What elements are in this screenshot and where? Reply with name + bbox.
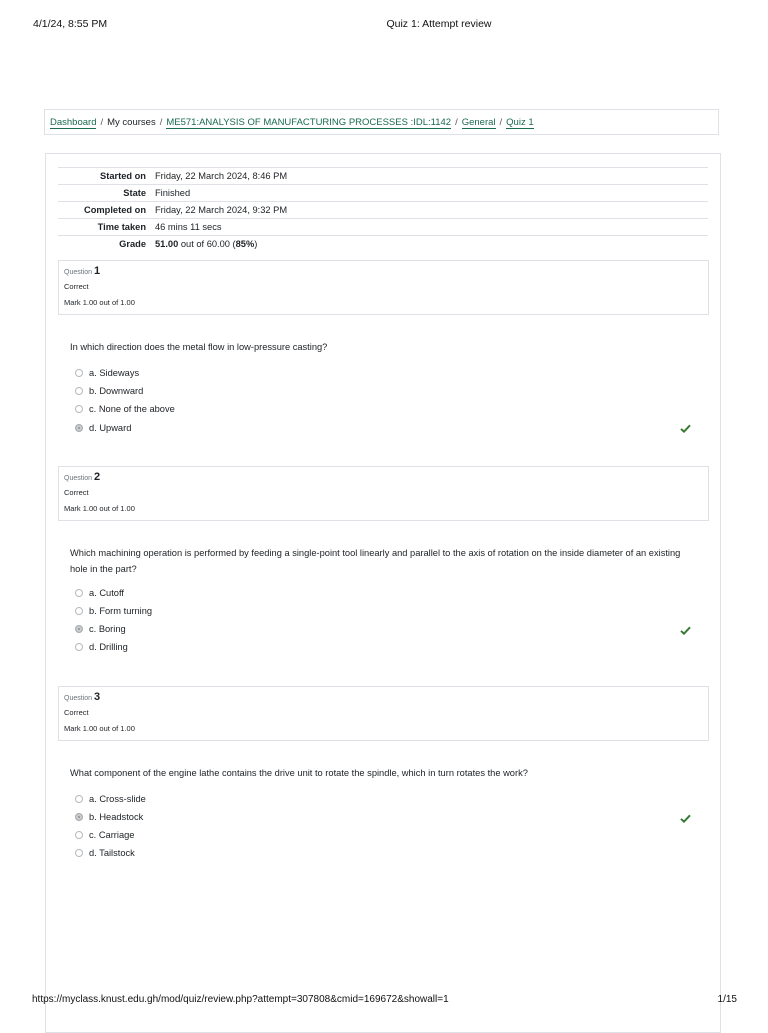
question-label: Question — [64, 475, 93, 482]
answer-option-label: c. Boring — [89, 624, 126, 634]
print-page-number: 1/15 — [717, 994, 737, 1005]
summary-row-grade — [58, 236, 708, 252]
answer-option[interactable] — [75, 386, 143, 400]
breadcrumb-separator: / — [455, 117, 458, 128]
radio-button[interactable] — [75, 369, 83, 377]
check-icon — [680, 626, 691, 635]
radio-button[interactable] — [75, 795, 83, 803]
answer-option-selected[interactable] — [75, 624, 126, 638]
question-label: Question — [64, 695, 93, 702]
answer-option-label: d. Drilling — [89, 642, 128, 652]
answer-option-selected[interactable] — [75, 812, 143, 826]
breadcrumb-general[interactable]: General — [461, 117, 496, 128]
grade-score: 51.00 — [155, 239, 179, 249]
question-info-1 — [58, 260, 709, 315]
answer-option-label: c. None of the above — [89, 404, 175, 414]
summary-row-started — [58, 168, 708, 185]
state-label: State — [123, 188, 146, 198]
grade-close: ) — [254, 239, 258, 249]
breadcrumb-my-courses: My courses — [107, 117, 156, 128]
completed-label: Completed on — [84, 205, 146, 215]
answer-option[interactable] — [75, 848, 135, 862]
print-header — [0, 18, 768, 32]
radio-button-selected[interactable] — [75, 625, 83, 633]
grade-value — [155, 239, 257, 249]
question-number-value: 2 — [93, 471, 101, 483]
question-mark: Mark 1.00 out of 1.00 — [64, 298, 135, 307]
started-value: Friday, 22 March 2024, 8:46 PM — [155, 171, 288, 181]
time-taken-label: Time taken — [97, 222, 146, 232]
print-doc-title: Quiz 1: Attempt review — [386, 18, 492, 30]
question-text-2: Which machining operation is performed by feeding a single-point tool linearly and parallel to the axis of rotation on the inside diameter of an existing hole in the part? — [70, 548, 681, 574]
breadcrumb — [44, 109, 719, 135]
question-text-3: What component of the engine lathe contains the drive unit to rotate the spindle, which in turn rotates the work? — [70, 768, 528, 778]
question-label: Question — [64, 269, 93, 276]
summary-row-completed — [58, 202, 708, 219]
answer-option-label: b. Form turning — [89, 606, 153, 616]
question-text-1: In which direction does the metal flow in low-pressure casting? — [70, 342, 328, 352]
question-state: Correct — [64, 488, 89, 497]
grade-outof: out of 60.00 ( — [178, 239, 236, 249]
breadcrumb-dashboard[interactable]: Dashboard — [50, 117, 97, 128]
radio-button[interactable] — [75, 387, 83, 395]
answer-option-label: a. Sideways — [89, 368, 140, 378]
breadcrumb-separator: / — [100, 117, 104, 128]
question-state: Correct — [64, 708, 89, 717]
attempt-summary-table — [58, 167, 708, 252]
answer-option-label: d. Upward — [89, 423, 132, 433]
breadcrumb-separator: / — [499, 117, 503, 128]
radio-button[interactable] — [75, 643, 83, 651]
check-icon — [680, 424, 691, 433]
time-taken-value: 46 mins 11 secs — [155, 222, 222, 232]
breadcrumb-separator: / — [159, 117, 163, 128]
radio-button-selected[interactable] — [75, 813, 83, 821]
radio-button[interactable] — [75, 589, 83, 597]
question-number — [64, 691, 100, 703]
question-mark: Mark 1.00 out of 1.00 — [64, 504, 135, 513]
answer-option[interactable] — [75, 642, 128, 656]
answer-option-label: b. Downward — [89, 386, 144, 396]
summary-row-time — [58, 219, 708, 236]
started-label: Started on — [100, 171, 146, 181]
question-info-2 — [58, 466, 709, 521]
state-value: Finished — [155, 188, 191, 198]
check-icon — [680, 814, 691, 823]
radio-button[interactable] — [75, 831, 83, 839]
answer-option-label: b. Headstock — [89, 812, 144, 822]
answer-option-label: c. Carriage — [89, 830, 135, 840]
answer-option[interactable] — [75, 588, 124, 602]
answer-option-selected[interactable] — [75, 423, 131, 437]
grade-label: Grade — [119, 239, 146, 249]
breadcrumb-quiz[interactable]: Quiz 1 — [506, 117, 534, 128]
question-number — [64, 265, 100, 277]
answer-option[interactable] — [75, 830, 134, 844]
answer-option[interactable] — [75, 368, 139, 382]
question-state: Correct — [64, 282, 89, 291]
radio-button-selected[interactable] — [75, 424, 83, 432]
answer-option[interactable] — [75, 606, 152, 620]
question-number-value: 1 — [93, 265, 101, 277]
summary-row-state — [58, 185, 708, 202]
question-mark: Mark 1.00 out of 1.00 — [64, 724, 135, 733]
grade-percent: 85% — [235, 239, 255, 249]
question-number — [64, 471, 100, 483]
answer-option-label: a. Cutoff — [89, 588, 124, 598]
completed-value: Friday, 22 March 2024, 9:32 PM — [155, 205, 288, 215]
answer-option[interactable] — [75, 794, 146, 808]
radio-button[interactable] — [75, 405, 83, 413]
radio-button[interactable] — [75, 607, 83, 615]
answer-option-label: a. Cross-slide — [89, 794, 146, 804]
question-info-3 — [58, 686, 709, 741]
question-number-value: 3 — [93, 691, 101, 703]
breadcrumb-course[interactable]: ME571:ANALYSIS OF MANUFACTURING PROCESSES :IDL:1142 — [166, 117, 452, 128]
answer-option-label: d. Tailstock — [89, 848, 135, 858]
print-datetime: 4/1/24, 8:55 PM — [33, 18, 108, 30]
answer-option[interactable] — [75, 404, 175, 418]
radio-button[interactable] — [75, 849, 83, 857]
print-url: https://myclass.knust.edu.gh/mod/quiz/review.php?attempt=307808&cmid=169672&showall=1 — [32, 994, 449, 1005]
